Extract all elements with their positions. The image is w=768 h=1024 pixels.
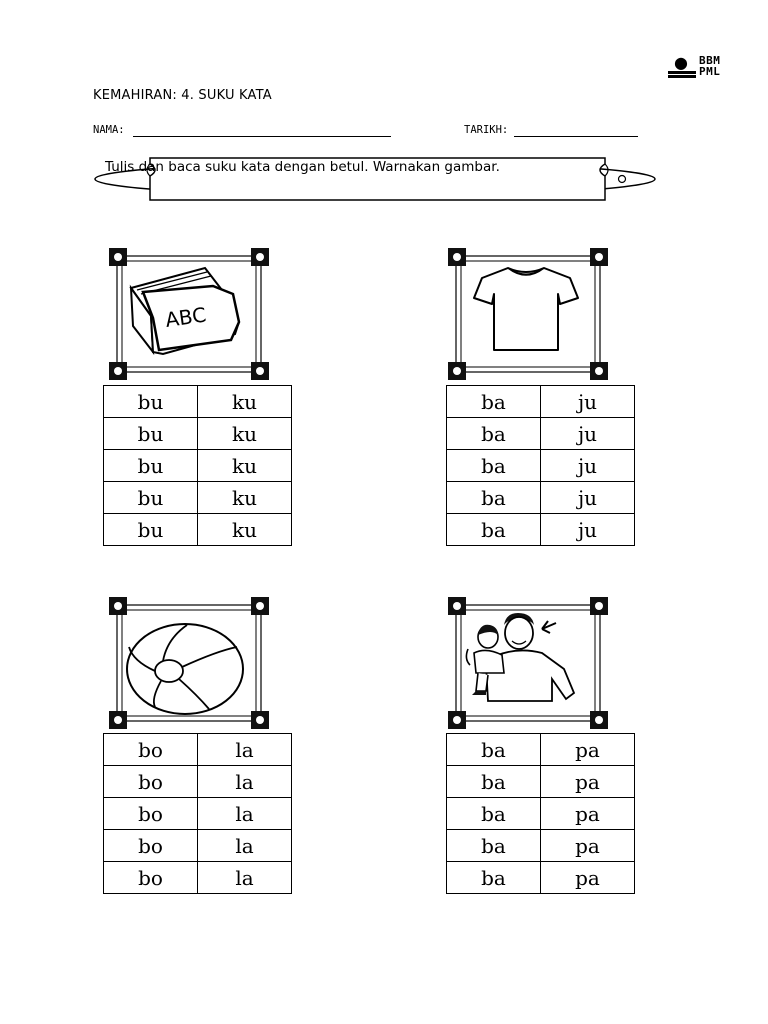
- syllable-cell: ju: [541, 482, 635, 514]
- ball-icon: [107, 595, 271, 731]
- table-row: [104, 482, 292, 514]
- table-row: [104, 798, 292, 830]
- syllable-cell: bo: [104, 798, 198, 830]
- logo-text: [699, 55, 720, 77]
- syllable-cell: ba: [447, 450, 541, 482]
- syllable-cell: ba: [447, 418, 541, 450]
- syllable-cell: la: [198, 766, 292, 798]
- syllable-table-baju: [446, 385, 635, 546]
- syllable-cell: ba: [447, 514, 541, 546]
- syllable-cell: pa: [541, 830, 635, 862]
- syllable-cell: pa: [541, 734, 635, 766]
- syllable-cell: pa: [541, 862, 635, 894]
- table-row: [104, 514, 292, 546]
- logo-line-1: BBM: [699, 54, 721, 67]
- syllable-cell: ju: [541, 386, 635, 418]
- syllable-cell: ju: [541, 450, 635, 482]
- syllable-cell: pa: [541, 798, 635, 830]
- syllable-cell: ju: [541, 514, 635, 546]
- picture-frame-shirt: [446, 246, 610, 382]
- syllable-cell: ku: [198, 386, 292, 418]
- syllable-cell: ba: [447, 798, 541, 830]
- syllable-cell: ba: [447, 766, 541, 798]
- syllable-cell: ju: [541, 418, 635, 450]
- book-cover-text: ABC: [163, 302, 208, 332]
- worksheet-title: KEMAHIRAN: 4. SUKU KATA: [93, 88, 272, 103]
- syllable-cell: ku: [198, 482, 292, 514]
- apple-icon: ●: [674, 53, 688, 72]
- syllable-table-bapa: [446, 733, 635, 894]
- syllable-cell: bu: [104, 418, 198, 450]
- syllable-cell: pa: [541, 766, 635, 798]
- table-row: [447, 734, 635, 766]
- table-row: [104, 830, 292, 862]
- table-row: [104, 450, 292, 482]
- table-row: [447, 862, 635, 894]
- syllable-cell: bo: [104, 862, 198, 894]
- nama-label: NAMA:: [93, 124, 125, 136]
- syllable-table-buku: [103, 385, 292, 546]
- table-row: [447, 766, 635, 798]
- syllable-cell: ba: [447, 482, 541, 514]
- syllable-cell: ku: [198, 514, 292, 546]
- syllable-cell: bo: [104, 734, 198, 766]
- table-row: [104, 418, 292, 450]
- table-row: [447, 830, 635, 862]
- father-child-icon: [446, 595, 610, 731]
- tarikh-write-line: [514, 136, 638, 137]
- syllable-table-bola: [103, 733, 292, 894]
- picture-frame-book: [107, 246, 271, 382]
- picture-frame-ball: [107, 595, 271, 731]
- table-row: [447, 386, 635, 418]
- shirt-icon: [446, 246, 610, 382]
- table-row: [104, 734, 292, 766]
- syllable-cell: la: [198, 862, 292, 894]
- syllable-cell: ba: [447, 830, 541, 862]
- bbm-pml-logo: [668, 52, 738, 82]
- table-row: [447, 418, 635, 450]
- instruction-text: Tulis dan baca suku kata dengan betul. Warnakan gambar.: [105, 159, 500, 175]
- table-row: [447, 514, 635, 546]
- picture-frame-father: [446, 595, 610, 731]
- table-row: [104, 862, 292, 894]
- syllable-cell: bu: [104, 386, 198, 418]
- table-row: [104, 766, 292, 798]
- syllable-cell: ba: [447, 386, 541, 418]
- table-row: [447, 450, 635, 482]
- table-row: [104, 386, 292, 418]
- table-row: [447, 798, 635, 830]
- syllable-cell: bo: [104, 830, 198, 862]
- syllable-cell: la: [198, 734, 292, 766]
- nama-write-line: [133, 136, 391, 137]
- syllable-cell: la: [198, 830, 292, 862]
- syllable-cell: la: [198, 798, 292, 830]
- book-icon: [107, 246, 271, 382]
- table-row: [447, 482, 635, 514]
- syllable-cell: bu: [104, 450, 198, 482]
- syllable-cell: ba: [447, 734, 541, 766]
- syllable-cell: ku: [198, 450, 292, 482]
- books-icon: [668, 71, 696, 78]
- logo-line-2: PML: [699, 65, 721, 78]
- syllable-cell: bo: [104, 766, 198, 798]
- syllable-cell: ba: [447, 862, 541, 894]
- syllable-cell: bu: [104, 482, 198, 514]
- tarikh-label: TARIKH:: [464, 124, 509, 136]
- syllable-cell: ku: [198, 418, 292, 450]
- syllable-cell: bu: [104, 514, 198, 546]
